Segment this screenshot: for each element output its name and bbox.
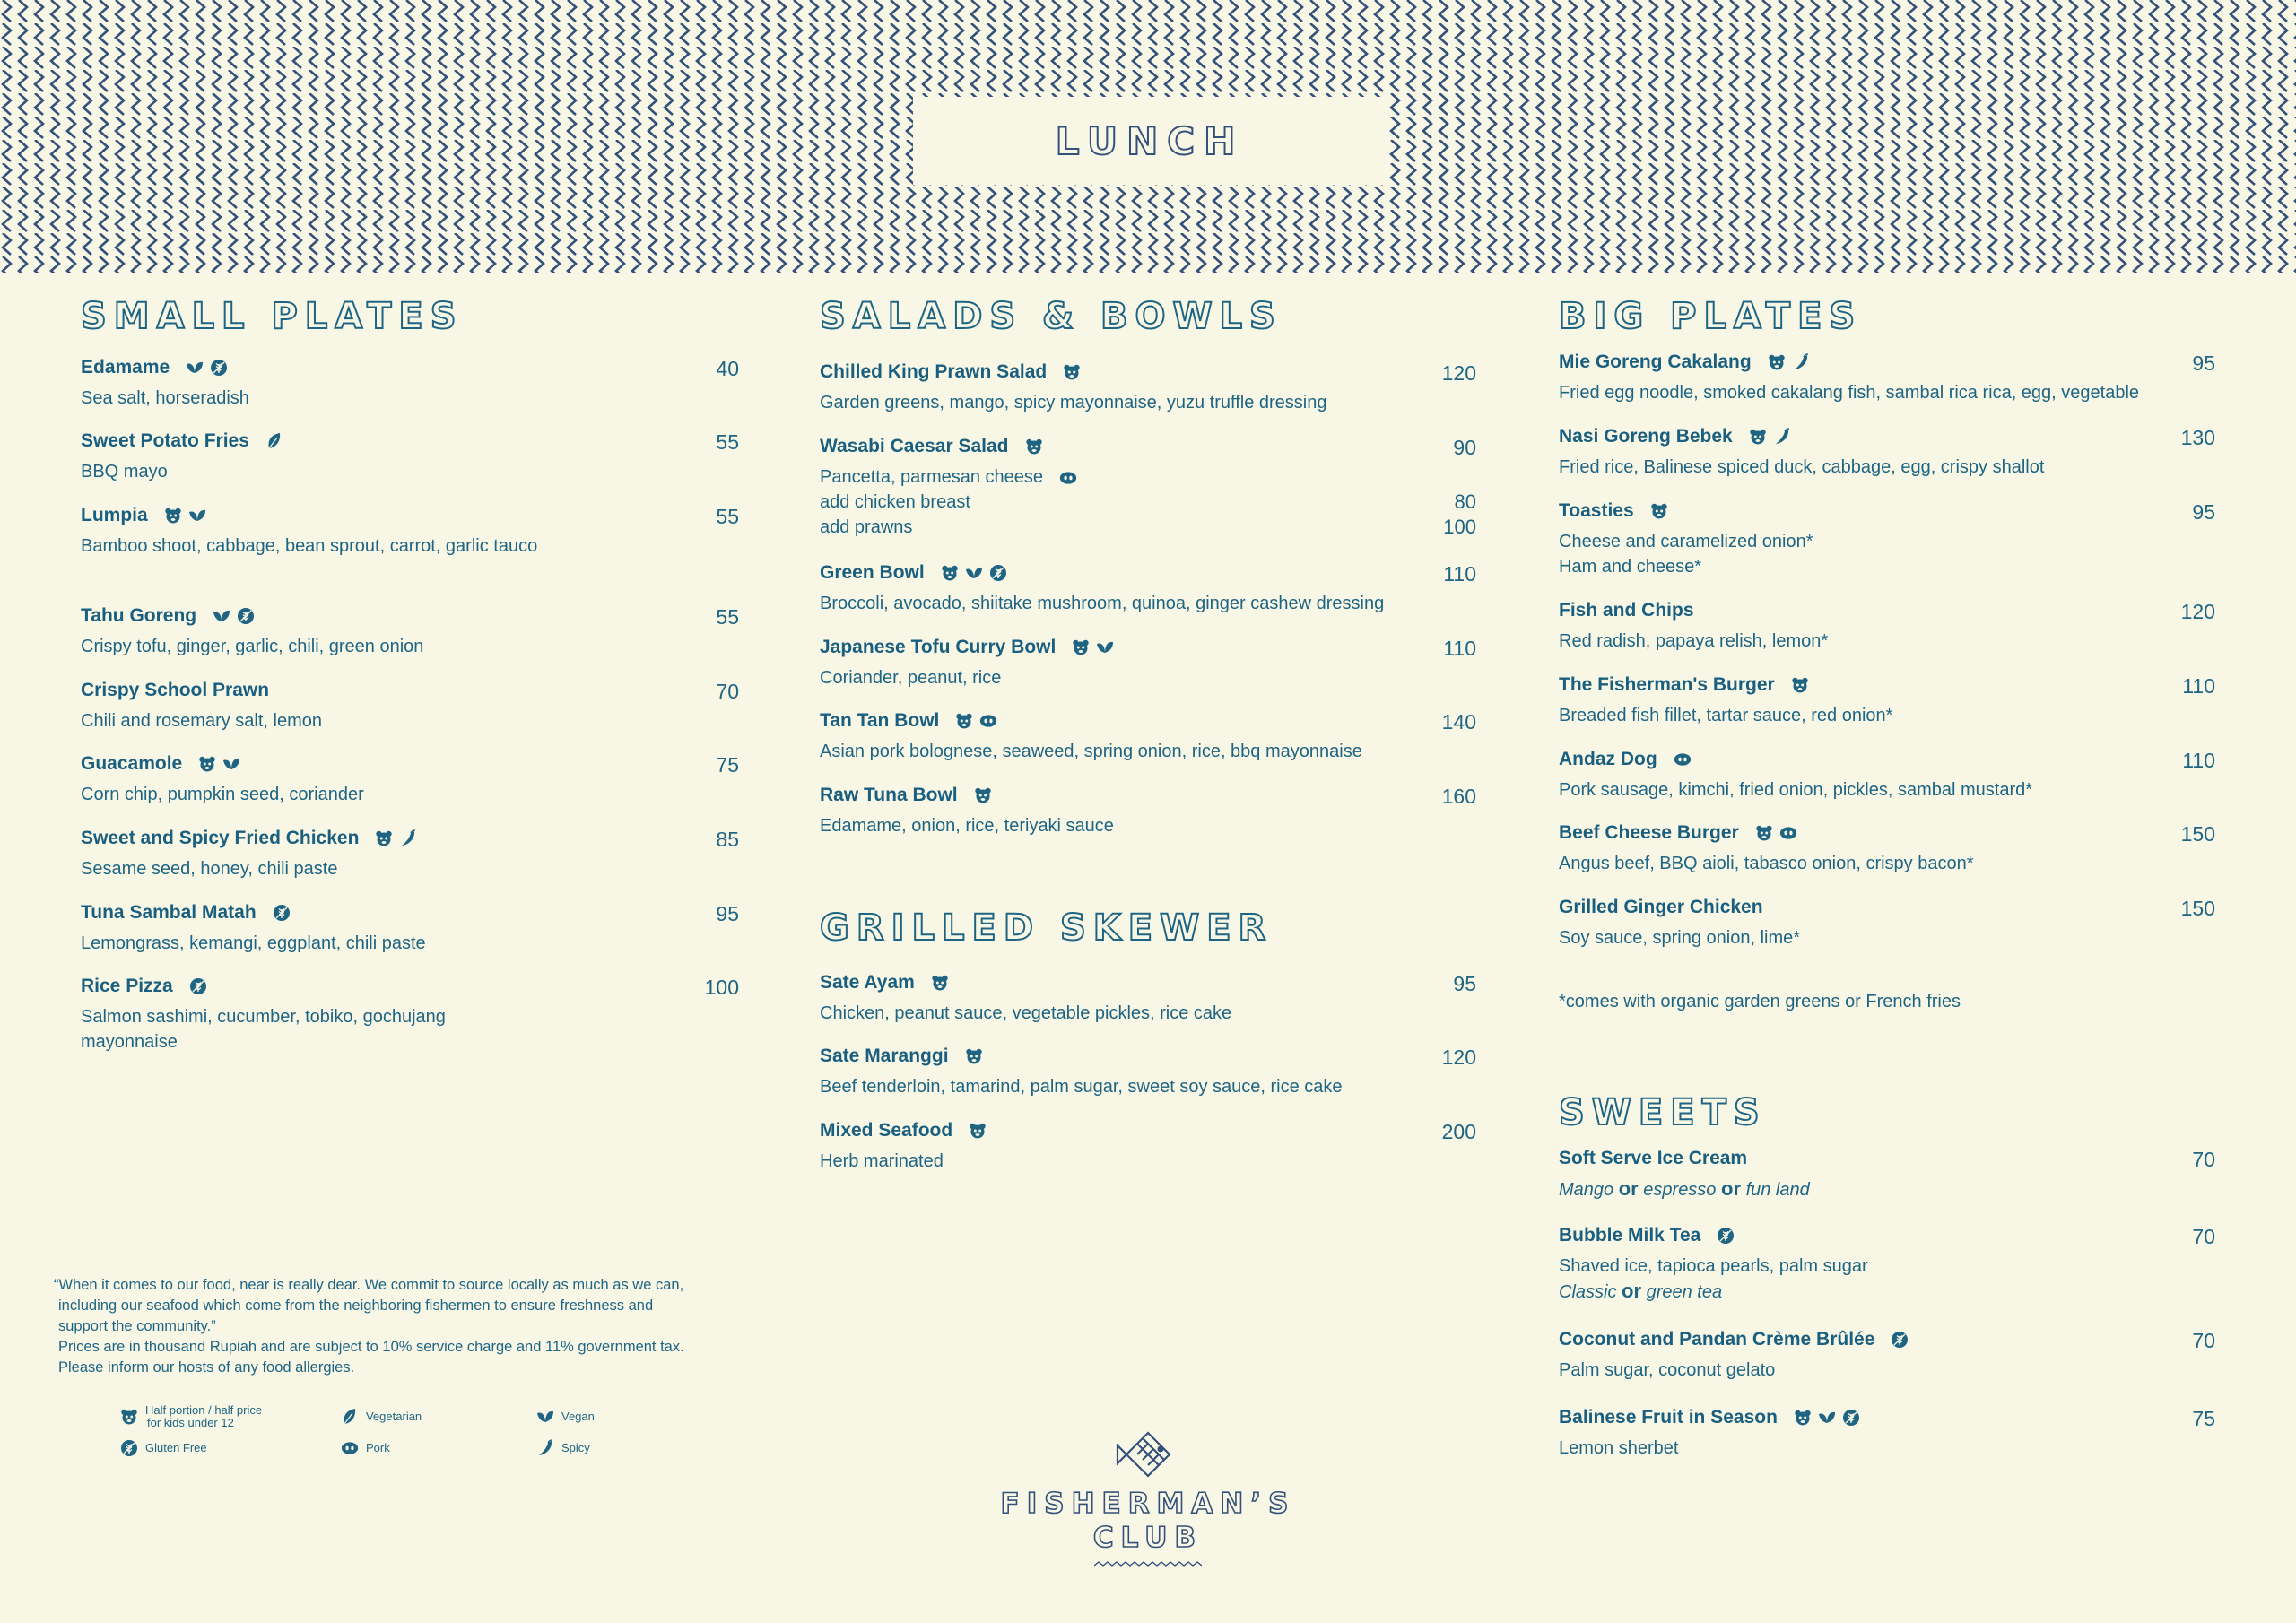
- menu-item-description: Pork sausage, kimchi, fried onion, pickles, sambal mustard*: [1559, 780, 2033, 800]
- menu-item-name: Guacamole: [81, 753, 183, 774]
- menu-item: [1559, 822, 2215, 876]
- menu-item: [1559, 1148, 2215, 1202]
- vegetarian-icon: [341, 1408, 359, 1426]
- vegan-icon: [213, 607, 230, 625]
- menu-item-price: 95: [716, 902, 739, 925]
- description-text: Pancetta, parmesan cheese: [820, 467, 1044, 487]
- add-on-price: 80: [1454, 490, 1476, 513]
- menu-item-header: [820, 972, 1476, 994]
- menu-item-price: 110: [2182, 749, 2215, 772]
- menu-item-price: 40: [716, 357, 739, 380]
- menu-item: [1559, 500, 2215, 579]
- fishermans-club-logo: [987, 1426, 1309, 1587]
- vegan-icon: [188, 507, 206, 525]
- flavor-options: [1559, 1176, 2215, 1202]
- description-line: [820, 515, 1476, 540]
- menu-item-name: Lumpia: [81, 505, 148, 525]
- menu-item-name: Beef Cheese Burger: [1559, 822, 1739, 843]
- half-portion-icon: [120, 1408, 138, 1426]
- menu-item-description: Lemongrass, kemangi, eggplant, chili paste: [81, 933, 426, 953]
- menu-item: [1559, 1407, 2215, 1461]
- note-line: “When it comes to our food, near is really dear. We commit to source locally as much as we can,: [54, 1277, 684, 1293]
- menu-item-price: 120: [1441, 1046, 1476, 1069]
- menu-item-name: Wasabi Caesar Salad: [820, 436, 1009, 456]
- menu-item: [820, 436, 1476, 540]
- gluten-free-icon: [189, 977, 207, 995]
- menu-item-name: Raw Tuna Bowl: [820, 785, 958, 805]
- pork-icon: [341, 1439, 359, 1457]
- menu-item-description: Red radish, papaya relish, lemon*: [1559, 631, 1829, 651]
- half-portion-icon: [931, 974, 949, 992]
- legend-half-portion: [120, 1404, 262, 1429]
- menu-item-header: [820, 1046, 1476, 1067]
- section-title-grilled-skewer: GRILLED SKEWER: [820, 907, 1274, 949]
- gluten-free-icon: [1891, 1331, 1909, 1349]
- dietary-icons: [189, 977, 207, 995]
- menu-item-name: Chilled King Prawn Salad: [820, 361, 1048, 382]
- menu-item-name: Tan Tan Bowl: [820, 710, 940, 731]
- menu-item-name: Andaz Dog: [1559, 749, 1657, 769]
- section-title-small-plates: SMALL PLATES: [81, 296, 464, 337]
- spicy-icon: [536, 1439, 554, 1457]
- menu-item-price: 55: [716, 430, 739, 454]
- menu-item-price: 70: [2192, 1148, 2215, 1171]
- menu-item-price: 70: [716, 680, 739, 703]
- fish-icon: [1094, 1426, 1202, 1483]
- menu-item-description: Garden greens, mango, spicy mayonnaise, yuzu truffle dressing: [820, 393, 1327, 412]
- menu-item: [81, 605, 739, 659]
- flavor-options: [1559, 1279, 2215, 1305]
- half-portion-icon: [1072, 638, 1090, 656]
- dietary-icons: [969, 1122, 987, 1140]
- menu-item-price: 120: [2180, 600, 2215, 623]
- dietary-icons: [1755, 824, 1797, 842]
- flavor-option: Mango: [1559, 1180, 1614, 1200]
- gluten-free-icon: [210, 359, 228, 377]
- legend-label: Gluten Free: [145, 1441, 207, 1454]
- legend-label: Spicy: [561, 1441, 590, 1454]
- menu-item-name: Mixed Seafood: [820, 1120, 953, 1141]
- description-line: [820, 490, 1476, 515]
- logo-line-2: CLUB: [1092, 1522, 1204, 1554]
- dietary-icons: [1717, 1227, 1735, 1245]
- note-line: including our seafood which come from the neighboring fishermen to ensure freshness and: [58, 1298, 654, 1314]
- menu-item: [820, 710, 1476, 764]
- dietary-icons: [931, 974, 949, 992]
- menu-item-description: Shaved ice, tapioca pearls, palm sugar: [1559, 1256, 1868, 1276]
- sourcing-note: [54, 1275, 762, 1378]
- vegan-icon: [186, 359, 204, 377]
- menu-item-description: Soy sauce, spring onion, lime*: [1559, 928, 1801, 948]
- menu-item-header: [1559, 500, 2215, 522]
- menu-item-price: 140: [1441, 710, 1476, 733]
- note-line: Prices are in thousand Rupiah and are subject to 10% service charge and 11% government tax.: [58, 1339, 684, 1355]
- menu-item-description: Broccoli, avocado, shiitake mushroom, quinoa, ginger cashew dressing: [820, 594, 1385, 613]
- menu-item: [820, 1046, 1476, 1099]
- menu-item-description: Beef tenderloin, tamarind, palm sugar, sweet soy sauce, rice cake: [820, 1077, 1343, 1097]
- vegan-icon: [965, 564, 983, 582]
- menu-item-header: [820, 710, 1476, 732]
- legend-spicy: [536, 1439, 590, 1457]
- dietary-icons: [974, 786, 992, 804]
- menu-item-description: Corn chip, pumpkin seed, coriander: [81, 785, 364, 804]
- menu-item: [1559, 600, 2215, 654]
- menu-item-name: Crispy School Prawn: [81, 680, 270, 700]
- menu-item: [81, 902, 739, 956]
- menu-item-price: 95: [2192, 500, 2215, 524]
- menu-item-header: [81, 976, 739, 997]
- half-portion-icon: [1025, 438, 1043, 456]
- spicy-icon: [1792, 353, 1810, 371]
- section-title-big-plates: BIG PLATES: [1559, 296, 1863, 337]
- menu-item-name: Bubble Milk Tea: [1559, 1225, 1701, 1245]
- half-portion-icon: [965, 1047, 983, 1065]
- menu-item-price: 150: [2180, 897, 2215, 920]
- menu-item-price: 160: [1441, 785, 1476, 808]
- half-portion-icon: [1749, 428, 1767, 446]
- vegan-icon: [536, 1408, 554, 1426]
- menu-item-price: 110: [1443, 562, 1476, 586]
- dietary-icons: [375, 829, 417, 847]
- menu-item-description: Breaded fish fillet, tartar sauce, red onion*: [1559, 706, 1893, 725]
- menu-item-header: [820, 436, 1476, 457]
- menu-item-description: Fried rice, Balinese spiced duck, cabbage, egg, crispy shallot: [1559, 457, 2045, 477]
- menu-item: [81, 680, 739, 733]
- menu-item-price: 95: [2192, 352, 2215, 375]
- menu-item-header: [81, 828, 739, 849]
- menu-item-description: Lemon sherbet: [1559, 1438, 1679, 1458]
- menu-item-header: [820, 785, 1476, 806]
- menu-item-price: 85: [716, 828, 739, 851]
- menu-item-name: Sate Ayam: [820, 972, 915, 993]
- menu-item-price: 130: [2180, 426, 2215, 449]
- menu-item-name: Fish and Chips: [1559, 600, 1694, 621]
- menu-item-header: [1559, 1225, 2215, 1246]
- menu-item: [1559, 426, 2215, 480]
- dietary-icons: [1749, 428, 1791, 446]
- dietary-icons: [965, 1047, 983, 1065]
- menu-item-description: Fried egg noodle, smoked cakalang fish, sambal rica rica, egg, vegetable: [1559, 383, 2140, 403]
- menu-item-header: [1559, 426, 2215, 447]
- menu-item-header: [820, 562, 1476, 584]
- menu-item-description: Crispy tofu, ginger, garlic, chili, green onion: [81, 637, 424, 656]
- menu-item-header: [1559, 822, 2215, 844]
- menu-item-description: [820, 464, 1476, 540]
- menu-item-header: [81, 357, 739, 378]
- menu-item-name: Grilled Ginger Chicken: [1559, 897, 1763, 917]
- menu-item-header: [81, 605, 739, 627]
- or-word: or: [1622, 1280, 1642, 1302]
- dietary-icons: [1674, 751, 1692, 768]
- legend-vegetarian: [341, 1408, 422, 1426]
- menu-item-price: 120: [1441, 361, 1476, 385]
- menu-item-price: 90: [1453, 436, 1476, 459]
- menu-item-description: Herb marinated: [820, 1151, 944, 1171]
- menu-item-header: [1559, 1329, 2215, 1350]
- legend-vegan: [536, 1408, 595, 1426]
- menu-item-name: Soft Serve Ice Cream: [1559, 1148, 1748, 1168]
- menu-item-header: [81, 753, 739, 775]
- menu-item-name: Japanese Tofu Curry Bowl: [820, 637, 1057, 657]
- dietary-icons: [1025, 438, 1043, 456]
- half-portion-icon: [375, 829, 393, 847]
- menu-item-name: Edamame: [81, 357, 170, 378]
- menu-item: [1559, 1225, 2215, 1305]
- half-portion-icon: [969, 1122, 987, 1140]
- half-portion-icon: [955, 712, 973, 730]
- spicy-icon: [1773, 428, 1791, 446]
- menu-item-name: The Fisherman's Burger: [1559, 674, 1775, 695]
- dietary-icons: [1650, 502, 1668, 520]
- menu-item-description: Cheese and caramelized onion* Ham and cheese*: [1559, 532, 1813, 577]
- menu-item-header: [1559, 352, 2215, 373]
- menu-item-price: 55: [716, 505, 739, 528]
- menu-item: [81, 828, 739, 881]
- menu-item-price: 95: [1453, 972, 1476, 995]
- half-portion-icon: [1650, 502, 1668, 520]
- flavor-option: green tea: [1646, 1282, 1723, 1302]
- menu-item-description: Angus beef, BBQ aioli, tabasco onion, crispy bacon*: [1559, 854, 1974, 873]
- half-portion-icon: [164, 507, 182, 525]
- menu-item: [81, 753, 739, 807]
- dietary-icons: [164, 507, 206, 525]
- menu-item-name: Nasi Goreng Bebek: [1559, 426, 1733, 447]
- menu-item: [81, 976, 739, 1055]
- menu-item-description: Salmon sashimi, cucumber, tobiko, gochujang mayonnaise: [81, 1007, 446, 1052]
- legend-label: Pork: [366, 1441, 390, 1454]
- pork-icon: [1779, 824, 1797, 842]
- menu-item-price: 75: [716, 753, 739, 777]
- menu-item-price: 70: [2192, 1225, 2215, 1248]
- menu-item: [1559, 352, 2215, 405]
- menu-item-description: Edamame, onion, rice, teriyaki sauce: [820, 816, 1114, 836]
- half-portion-icon: [1794, 1409, 1812, 1427]
- menu-item-name: Tuna Sambal Matah: [81, 902, 257, 923]
- menu-item-header: [1559, 1407, 2215, 1428]
- menu-item-name: Rice Pizza: [81, 976, 173, 996]
- half-portion-icon: [1768, 353, 1786, 371]
- dietary-icons: [273, 904, 291, 922]
- menu-item: [81, 357, 739, 411]
- menu-item-description: Asian pork bolognese, seaweed, spring onion, rice, bbq mayonnaise: [820, 742, 1362, 761]
- description-line: [820, 464, 1476, 490]
- dietary-icons: [941, 564, 1007, 582]
- pork-icon: [979, 712, 997, 730]
- menu-item-name: Sweet and Spicy Fried Chicken: [81, 828, 360, 848]
- half-portion-icon: [1063, 363, 1081, 381]
- menu-item: [820, 637, 1476, 690]
- menu-item: [1559, 749, 2215, 803]
- menu-item-name: Toasties: [1559, 500, 1634, 521]
- menu-item-header: [1559, 897, 2215, 918]
- dietary-icons: [213, 607, 255, 625]
- or-word: or: [1618, 1177, 1639, 1200]
- menu-item-name: Green Bowl: [820, 562, 925, 583]
- menu-item: [1559, 897, 2215, 950]
- menu-item: [820, 972, 1476, 1026]
- flavor-option: espresso: [1643, 1180, 1717, 1200]
- legend-label: Half portion / half price: [145, 1403, 263, 1417]
- dietary-icons: [1794, 1409, 1860, 1427]
- dietary-icons: [1791, 676, 1809, 694]
- menu-item-name: Sweet Potato Fries: [81, 430, 249, 451]
- menu-title: LUNCH: [1055, 118, 1245, 163]
- menu-item: [820, 785, 1476, 838]
- half-portion-icon: [941, 564, 959, 582]
- flavor-option: Classic: [1559, 1282, 1617, 1302]
- gluten-free-icon: [273, 904, 291, 922]
- menu-item-price: 100: [704, 976, 739, 999]
- vegetarian-icon: [265, 432, 283, 450]
- gluten-free-icon: [237, 607, 255, 625]
- menu-item-price: 200: [1441, 1120, 1476, 1143]
- menu-item-description: Chili and rosemary salt, lemon: [81, 711, 322, 731]
- menu-item-description: BBQ mayo: [81, 462, 168, 482]
- menu-item-header: [81, 505, 739, 526]
- menu-item: [81, 430, 739, 484]
- section-title-sweets: SWEETS: [1559, 1092, 1767, 1133]
- big-plates-footnote: *comes with organic garden greens or French fries: [1559, 992, 1961, 1011]
- description-text: add prawns: [820, 517, 913, 537]
- pork-icon: [1059, 469, 1077, 487]
- pork-icon: [1674, 751, 1692, 768]
- menu-item-description: Sesame seed, honey, chili paste: [81, 859, 338, 879]
- flavor-option: fun land: [1745, 1180, 1810, 1200]
- menu-item: [820, 361, 1476, 415]
- dietary-icons: [1891, 1331, 1909, 1349]
- gluten-free-icon: [1842, 1409, 1860, 1427]
- spicy-icon: [399, 829, 417, 847]
- menu-item-name: Balinese Fruit in Season: [1559, 1407, 1778, 1428]
- note-line: support the community.”: [58, 1318, 216, 1334]
- menu-item-price: 75: [2192, 1407, 2215, 1430]
- menu-item-header: [81, 902, 739, 924]
- vegan-icon: [1096, 638, 1114, 656]
- menu-item: [820, 1120, 1476, 1174]
- gluten-free-icon: [120, 1439, 138, 1457]
- logo-line-1: FISHERMAN’S: [1000, 1488, 1296, 1520]
- half-portion-icon: [198, 755, 216, 773]
- dietary-icons: [1768, 353, 1810, 371]
- menu-item-description: Chicken, peanut sauce, vegetable pickles, rice cake: [820, 1003, 1232, 1023]
- legend-label: Vegetarian: [366, 1410, 422, 1423]
- note-line: Please inform our hosts of any food allergies.: [58, 1359, 355, 1376]
- section-title-salads-bowls: SALADS & BOWLS: [820, 296, 1283, 337]
- add-on-price: 100: [1443, 516, 1476, 538]
- menu-item-header: [1559, 600, 2215, 621]
- dietary-icons: [265, 432, 283, 450]
- menu-item-description: Palm sugar, coconut gelato: [1559, 1360, 1776, 1380]
- legend-label: Vegan: [561, 1410, 595, 1423]
- menu-item-price: 70: [2192, 1329, 2215, 1352]
- gluten-free-icon: [989, 564, 1007, 582]
- menu-item-name: Tahu Goreng: [81, 605, 197, 626]
- menu-item-name: Mie Goreng Cakalang: [1559, 352, 1752, 372]
- menu-item-header: [81, 430, 739, 452]
- menu-item-description: Sea salt, horseradish: [81, 388, 249, 408]
- legend-label: for kids under 12: [147, 1416, 234, 1429]
- vegan-icon: [1818, 1409, 1836, 1427]
- menu-item-header: [81, 680, 739, 701]
- menu-item-header: [820, 1120, 1476, 1141]
- half-portion-icon: [974, 786, 992, 804]
- menu-item: [1559, 674, 2215, 728]
- menu-item-description: Coriander, peanut, rice: [820, 668, 1002, 688]
- dietary-icons: [1063, 363, 1081, 381]
- wave-icon: [1094, 1560, 1202, 1569]
- half-portion-icon: [1791, 676, 1809, 694]
- menu-item: [1559, 1329, 2215, 1383]
- or-word: or: [1721, 1177, 1741, 1200]
- menu-item-price: 150: [2180, 822, 2215, 846]
- menu-item-price: 55: [716, 605, 739, 629]
- menu-item-price: 110: [2182, 674, 2215, 698]
- menu-item-price: 110: [1443, 637, 1476, 660]
- vegan-icon: [222, 755, 240, 773]
- dietary-icons: [198, 755, 240, 773]
- menu-item-description: Bamboo shoot, cabbage, bean sprout, carrot, garlic tauco: [81, 536, 538, 556]
- half-portion-icon: [1755, 824, 1773, 842]
- dietary-icons: [186, 359, 228, 377]
- menu-item: [81, 505, 739, 559]
- gluten-free-icon: [1717, 1227, 1735, 1245]
- menu-item-name: Coconut and Pandan Crème Brûlée: [1559, 1329, 1875, 1350]
- dietary-icons: [1072, 638, 1114, 656]
- legend-pork: [341, 1439, 390, 1457]
- menu-item-header: [1559, 674, 2215, 696]
- menu-item: [820, 562, 1476, 616]
- menu-title-box: [913, 97, 1387, 185]
- menu-item-name: Sate Maranggi: [820, 1046, 949, 1066]
- menu-item-header: [1559, 749, 2215, 770]
- legend-gluten-free: [120, 1439, 207, 1457]
- description-text: add chicken breast: [820, 492, 970, 512]
- menu-item-header: [1559, 1148, 2215, 1169]
- menu-item-header: [820, 637, 1476, 658]
- dietary-icons: [955, 712, 997, 730]
- menu-item-header: [820, 361, 1476, 383]
